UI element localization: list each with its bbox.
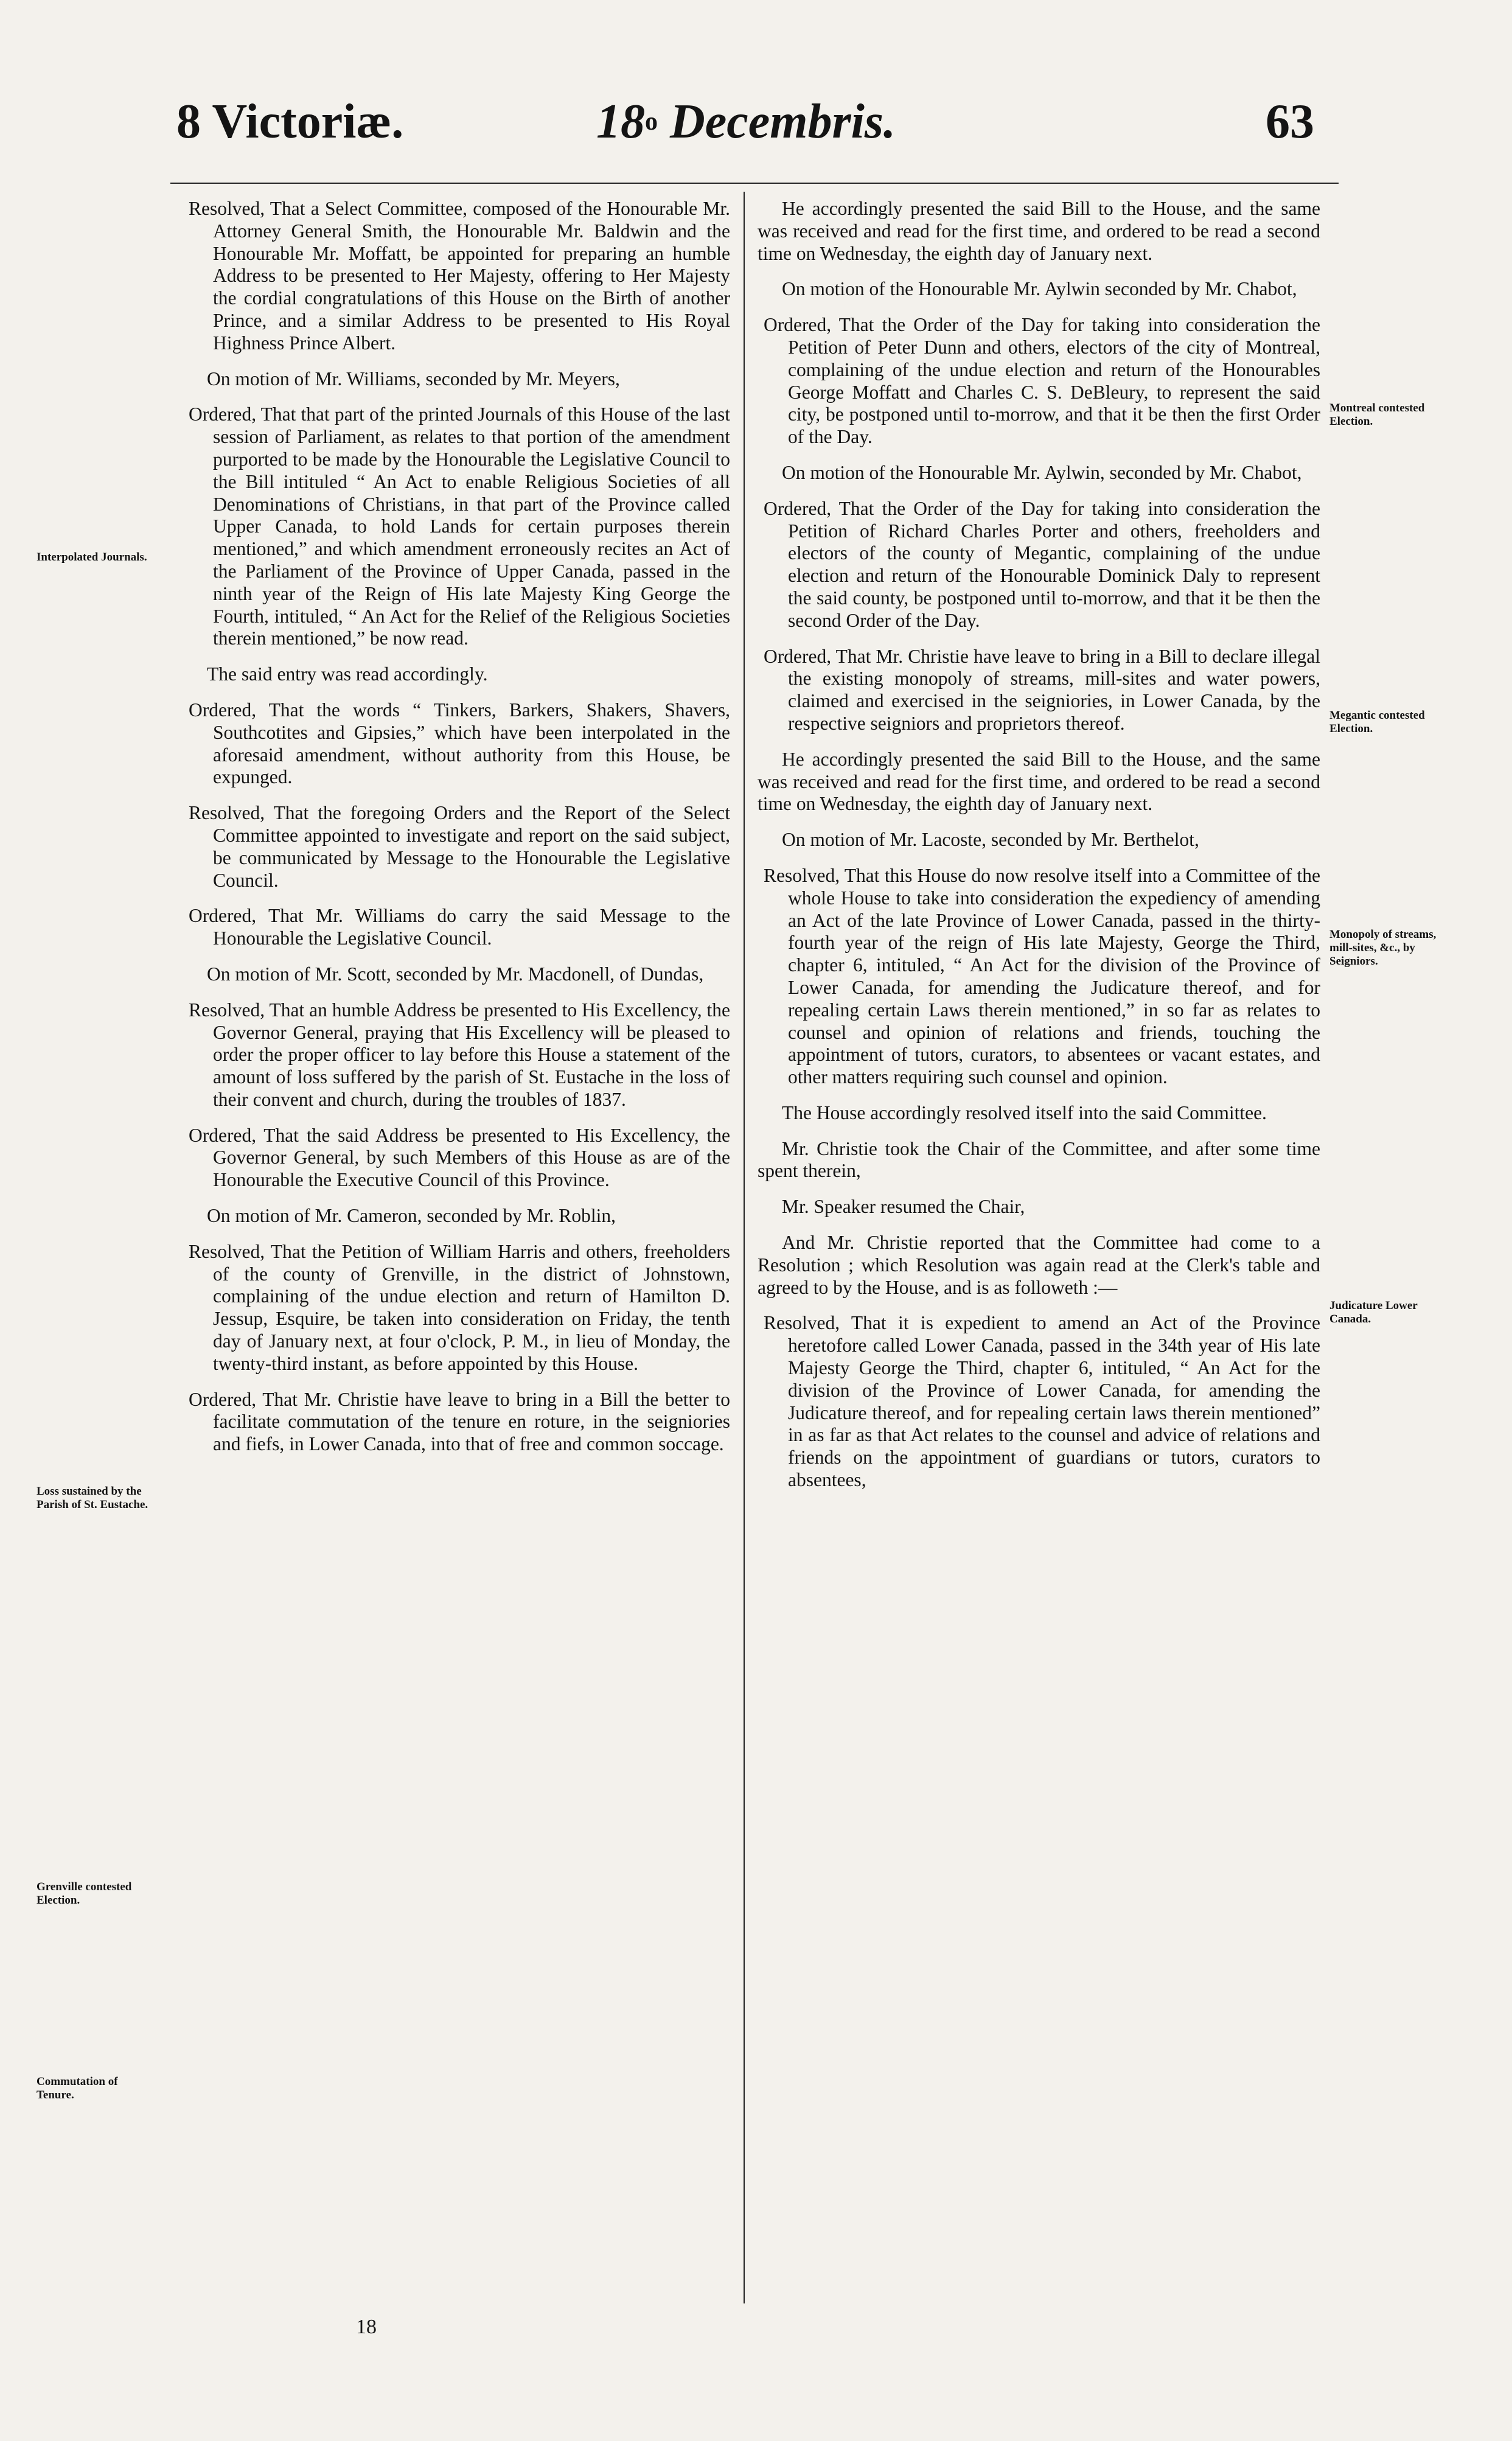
page-number: 63 [1266,95,1314,148]
motion-aylwin-2: On motion of the Honourable Mr. Aylwin, seconded by Mr. Chabot, [782,461,1302,483]
sidenote-megantic: Megantic contested Election. [1329,709,1425,735]
date-month: Decembris. [670,95,896,148]
sidenote-judicature: Judicature Lower Canada. [1329,1299,1418,1325]
resolution-communicate: Resolved, That the foregoing Orders and the Report of the Select Committee appointed to investigate and report on the said subject, be communicated by Message to the Honourable the Legislative Council. [189,802,730,891]
header-rule [170,183,1339,184]
regnal-year: 8 Victoriæ. [176,95,404,148]
motion-aylwin-1: On motion of the Honourable Mr. Aylwin seconded by Mr. Chabot, [782,278,1297,300]
order-megantic: Ordered, That the Order of the Day for taking into consideration the Petition of Richard Charles Porter and others, freeholders and electors of the county of Megantic, complaining of the undue election and return of the Honourable Dominick Daly to represent the said county, be postponed until to-morrow, and that it be then the second Order of the Day. [764,497,1320,631]
sidenote-monopoly: Monopoly of streams, mill-sites, &c., by Seigniors. [1329,928,1437,968]
right-column [758,198,1320,1505]
resolution-judicature: Resolved, That this House do now resolve itself into a Committee of the whole House to take into consideration the expediency of amending an Act of the late Province of Lower Canada, passed in the thirty-fourth year of the reign of His late Majesty, George the Third, chapter 6, intituled, “ An Act for the division of the Province of Lower Canada, for amending the Judicature thereof, and for repealing certain Laws therein mentioned,” in so far as relates to counsel and opinion of relations and friends, touching the appointment of tutors, curators, to absentees or vacant estates, and other matters requiring such counsel and opinion. [764,864,1320,1088]
date-ordinal: o [645,108,658,136]
page-date [596,91,896,152]
date-day: 18 [596,95,645,148]
sidenote-grenville: Grenville contested Election. [37,1881,132,1907]
order-journals: Ordered, That that part of the printed Journals of this House of the last session of Parliament, as relates to that portion of the amendment purported to be made by the Honourable the Legislative Council to the Bill intituled “ An Act to enable Religious Societies of all Denominations of Christians, in that part of the Province called Upper Canada, to hold Lands for certain purposes therein mentioned,” and which amendment erroneously recites an Act of the Parliament of the Province of Upper Canada, passed in the ninth year of the Reign of His late Majesty King George the Fourth, intituled, “ An Act for the Relief of the Religious Societies therein mentioned,” be now read. [189,403,730,649]
resolution-select-committee: Resolved, That a Select Committee, composed of the Honourable Mr. Attorney General Smith, the Honourable Mr. Baldwin and the Honourable Mr. Moffatt, be appointed for preparing an humble Address to be presented to Her Majesty, offering to Her Majesty the cordial congratulations of this House on the Birth of another Prince, and a similar Address to be presented to His Royal Highness Prince Albert. [189,198,730,354]
committee-report: And Mr. Christie reported that the Committee had come to a Resolution ; which Resolution was again read at the Clerk's table and agreed to by the House, and is as followeth :— [758,1232,1320,1298]
speaker-resumed: Mr. Speaker resumed the Chair, [782,1196,1025,1218]
entry-read: The said entry was read accordingly. [207,663,488,685]
signature-mark: 18 [356,2316,377,2338]
motion-cameron: On motion of Mr. Cameron, seconded by Mr. Roblin, [207,1205,616,1227]
motion-scott: On motion of Mr. Scott, seconded by Mr. Macdonell, of Dundas, [207,963,704,985]
order-expunge: Ordered, That the words “ Tinkers, Barkers, Shakers, Shavers, Southcotites and Gipsies,” which have been interpolated in the aforesaid amendment, without authority from this House, be expunged. [189,699,730,788]
christie-chair: Mr. Christie took the Chair of the Committee, and after some time spent therein, [758,1137,1320,1182]
resolution-expedient: Resolved, That it is expedient to amend an Act of the Province heretofore called Lower Canada, passed in the 34th year of His late Majesty George the Third, chapter 6, intituled, “ An Act for the division of the Province of Lower Canada, for amending the Judicature thereof, and for repealing certain laws therein mentioned” in as far as that Act relates to the counsel and advice of relations and friends on the appointment of guardians or tutors, curators to absentees, [764,1312,1320,1491]
motion-lacoste: On motion of Mr. Lacoste, seconded by Mr. Berthelot, [782,829,1199,851]
order-monopoly-bill: Ordered, That Mr. Christie have leave to bring in a Bill to declare illegal the existing monopoly of streams, mill-sites and water powers, claimed and exercised in the seigniories, in Lower Canada, by the respective seigniors and proprietors thereof. [764,645,1320,734]
resolution-st-eustache: Resolved, That an humble Address be presented to His Excellency, the Governor General, praying that His Excellency will be pleased to order the proper officer to lay before this House a statement of the amount of loss suffered by the parish of St. Eustache in the loss of their convent and church, during the troubles of 1837. [189,999,730,1110]
order-address: Ordered, That the said Address be presented to His Excellency, the Governor General, by such Members of this House as are of the Honourable the Executive Council of this Province. [189,1124,730,1191]
resolution-grenville: Resolved, That the Petition of William Harris and others, freeholders of the county of Grenville, in the district of Johnstown, complaining of the undue election and return of Hamilton D. Jessup, Esquire, be taken into consideration on Friday, the tenth day of January next, at four o'clock, P. M., in lieu of Monday, the twenty-third instant, as before appointed by this House. [189,1240,730,1374]
bill-presented-2: He accordingly presented the said Bill to the House, and the same was received and read for the first time, and ordered to be read a second time on Wednesday, the eighth day of January next. [758,748,1320,815]
left-column [183,198,730,1469]
motion-williams: On motion of Mr. Williams, seconded by Mr. Meyers, [207,368,620,389]
sidenote-interpolated-journals: Interpolated Journals. [37,551,147,564]
order-commutation-bill: Ordered, That Mr. Christie have leave to bring in a Bill the better to facilitate commutation of the tenure en roture, in the seigniories and fiefs, in Lower Canada, into that of free and common soccage. [189,1388,730,1455]
sidenote-montreal: Montreal contested Election. [1329,402,1425,428]
column-divider [744,192,745,2303]
order-montreal: Ordered, That the Order of the Day for taking into consideration the Petition of Peter Dunn and others, electors of the city of Montreal, complaining of the undue election and return of the Honourables George Moffatt and Charles C. S. DeBleury, to represent the said city, be postponed until to-morrow, and that it be then the first Order of the Day. [764,314,1320,448]
sidenote-st-eustache: Loss sustained by the Parish of St. Eustache. [37,1485,148,1511]
page-header [0,91,1512,158]
order-message: Ordered, That Mr. Williams do carry the said Message to the Honourable the Legislative Council. [189,905,730,949]
sidenote-commutation: Commutation of Tenure. [37,2075,118,2101]
bill-presented: He accordingly presented the said Bill to the House, and the same was received and read for the first time, and ordered to be read a second time on Wednesday, the eighth day of January next. [758,198,1320,264]
house-resolved: The House accordingly resolved itself into the said Committee. [782,1102,1267,1123]
